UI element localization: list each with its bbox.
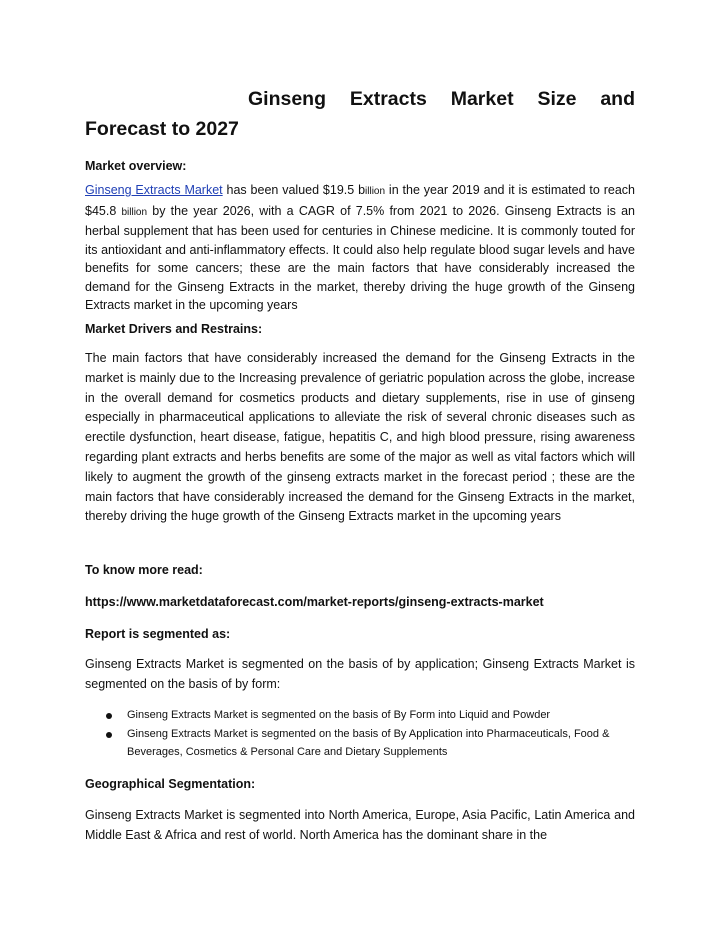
overview-text-3: by the year 2026, with a CAGR of 7.5% from 2021 to 2026. Ginseng Extracts is an herbal supplement that has been used for centuries in Chinese medicine. It is commonly touted for its antioxidant and anti-inflammatory effects. It could also help regulate blood sugar levels and have benefits for some cancers; these are the main factors that have considerably increased the demand for the Ginseng Extracts in the market, thereby driving the huge growth of the Ginseng Extracts market in the upcoming years [85,203,635,312]
ginseng-extracts-market-link[interactable]: Ginseng Extracts Market [85,183,223,197]
title-line-1 [85,84,635,114]
report-url[interactable]: https://www.marketdataforecast.com/market-reports/ginseng-extracts-market [85,595,544,609]
segmentation-list [85,706,635,762]
list-item-text: Ginseng Extracts Market is segmented on the basis of By Application into Pharmaceuticals, Food & Beverages, Cosmetics & Personal Care and Dietary Supplements [127,727,610,758]
document-title [85,84,635,144]
overview-text-2: in the year 2019 and it is estimated to reach $45.8 [85,183,635,218]
geography-paragraph: Ginseng Extracts Market is segmented into North America, Europe, Asia Pacific, Latin America and Middle East & Africa and rest of world. North America has the dominant share in the [85,808,635,842]
know-more-heading: To know more read: [85,563,203,577]
segmentation-paragraph: Ginseng Extracts Market is segmented on the basis of by application; Ginseng Extracts Market is segmented on the basis of by form: [85,657,635,691]
overview-text-1: has been valued $19.5 b [222,183,366,197]
geography-heading: Geographical Segmentation: [85,777,256,791]
market-overview-paragraph [85,181,635,315]
list-item [85,706,635,725]
title-line-2: Forecast to 2027 [85,118,239,140]
bullet-dot-icon [106,732,112,738]
title-word: Size [537,88,577,110]
list-item [85,725,635,762]
market-overview-heading: Market overview: [85,159,187,173]
drivers-paragraph: The main factors that have considerably increased the demand for the Ginseng Extracts in the market is mainly due to the Increasing prevalence of geriatric population across the globe, increase in the overall demand for cosmetics products and dietary supplements, rise in use of ginseng especially in pharmaceutical applications to alleviate the risk of several chronic diseases such as erectile dysfunction, heart disease, fatigue, hepatitis C, and high blood pressure, rising awareness regarding plant extracts and herbs benefits are some of the major as well as vital factors which will likely to augment the growth of the ginseng extracts market in the forecast period ; these are the main factors that have considerably increased the demand for the Ginseng Extracts in the market, thereby driving the huge growth of the Ginseng Extracts market in the upcoming years [85,351,635,524]
overview-small-2: billion [121,206,148,218]
bullet-dot-icon [106,713,112,719]
title-word: Extracts [349,88,427,110]
title-word: Ginseng [248,88,327,110]
list-item-text: Ginseng Extracts Market is segmented on the basis of By Form into Liquid and Powder [127,709,551,721]
overview-small-1: illion [365,186,386,197]
title-word: and [600,88,635,110]
segmentation-heading: Report is segmented as: [85,627,231,641]
title-word: Market [450,88,514,110]
drivers-heading: Market Drivers and Restrains: [85,322,263,336]
